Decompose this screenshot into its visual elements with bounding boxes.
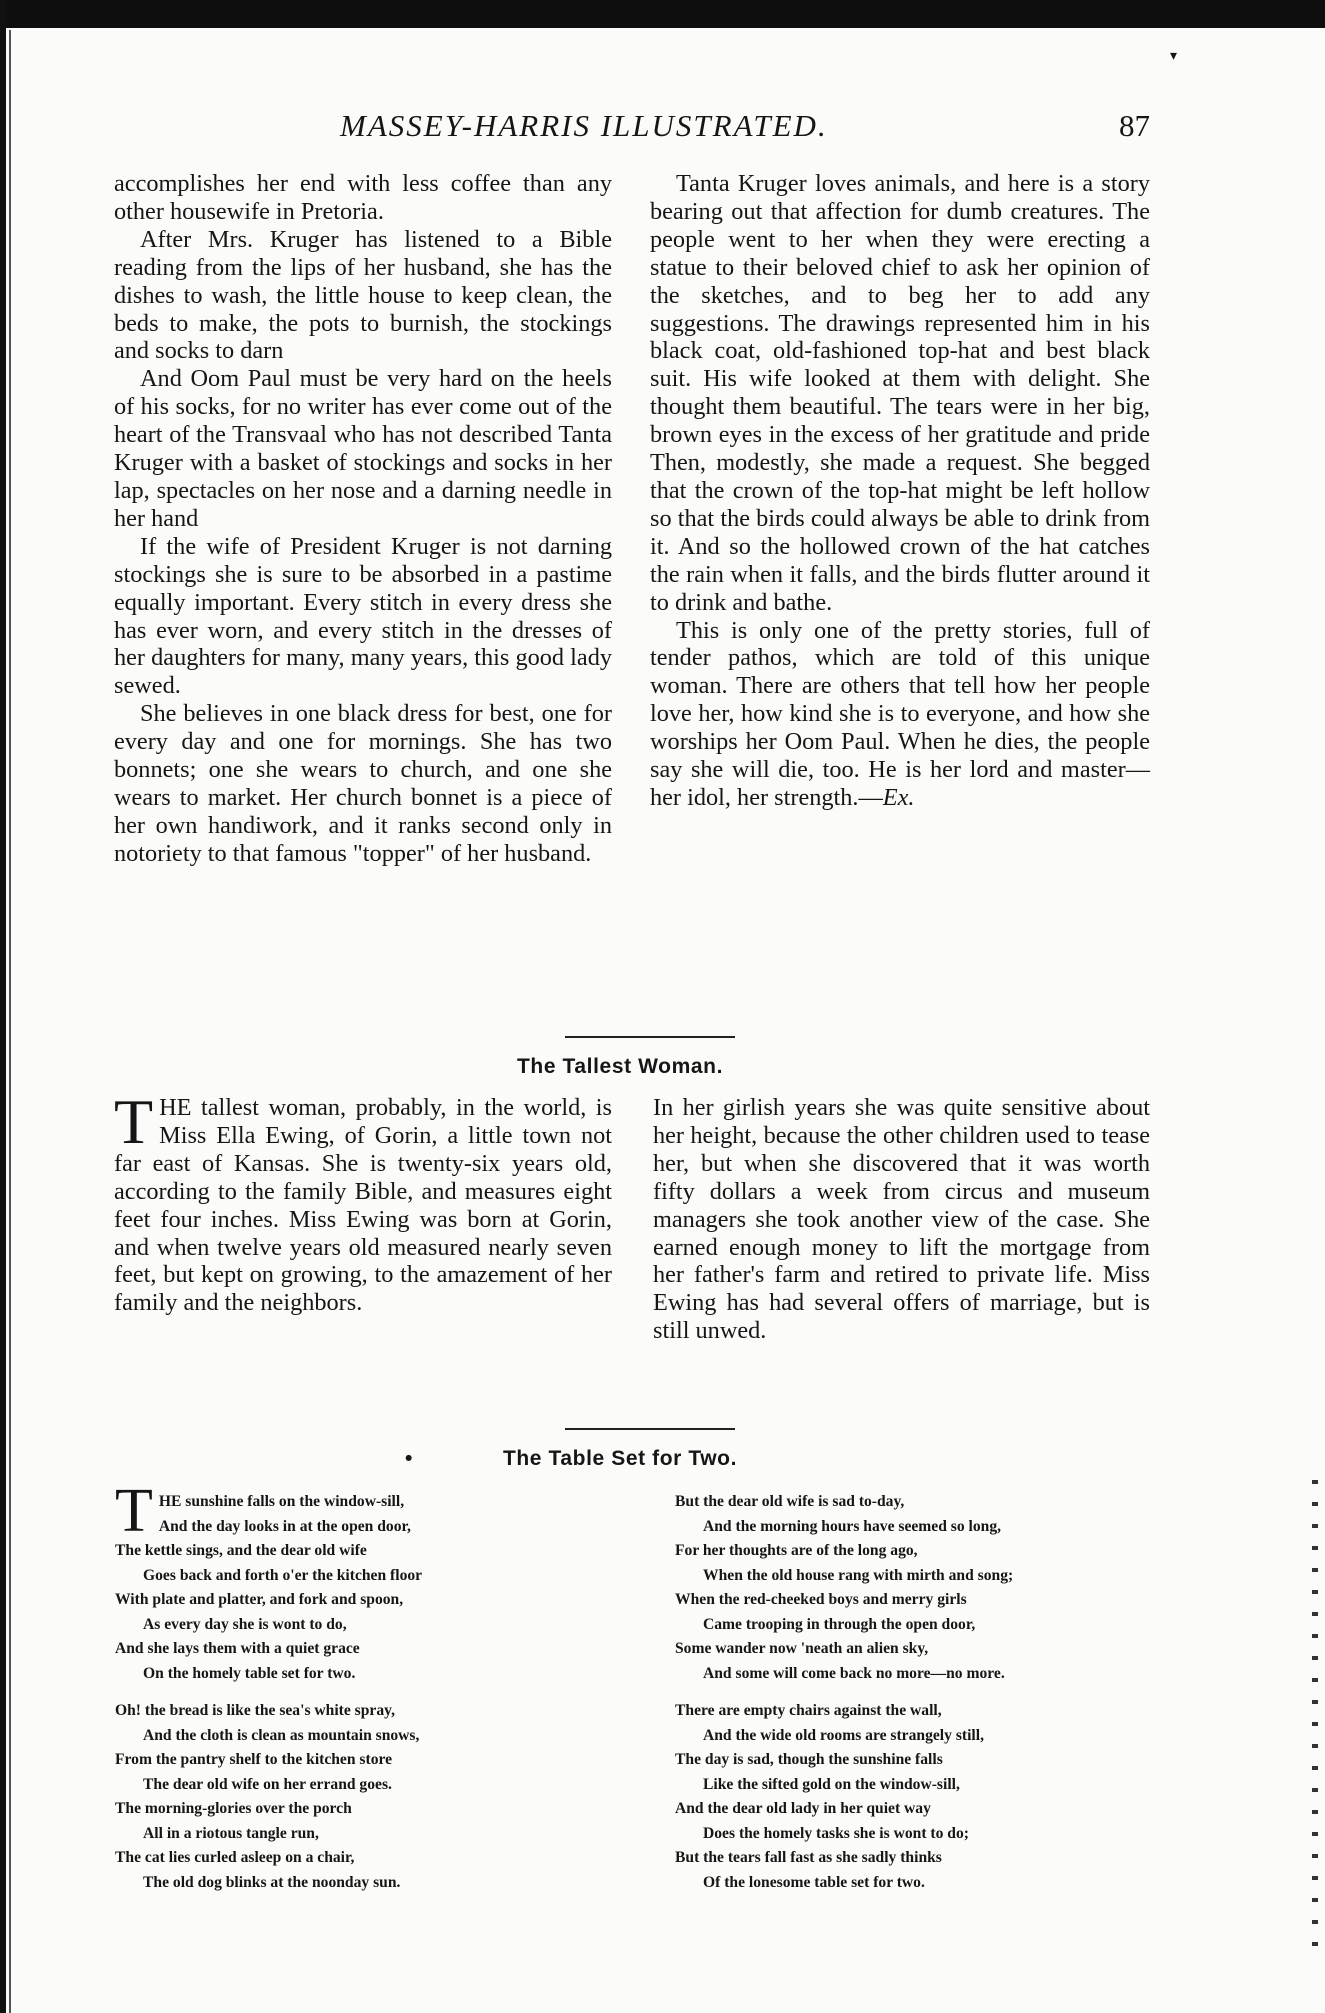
poem-line: Does the homely tasks she is wont to do; xyxy=(703,1824,969,1842)
poem-line: When the red-cheeked boys and merry girls xyxy=(675,1591,967,1608)
poem-line: Oh! the bread is like the sea's white spray, xyxy=(115,1702,395,1719)
poem-line: As every day she is wont to do, xyxy=(143,1615,347,1633)
stanza xyxy=(115,1699,615,1895)
article-title-tallest-woman: The Tallest Woman. xyxy=(516,1055,724,1078)
section-rule xyxy=(565,1036,735,1038)
paragraph: accomplishes her end with less coffee than any other housewife in Pretoria. xyxy=(114,170,612,225)
stanza xyxy=(675,1490,1155,1686)
page-right-marks xyxy=(1312,1480,1318,1960)
poem-line: When the old house rang with mirth and song; xyxy=(703,1566,1014,1584)
poem-line: And she lays them with a quiet grace xyxy=(115,1640,360,1657)
speck: ▾ xyxy=(1170,49,1178,64)
poem-line: With plate and platter, and fork and spoon, xyxy=(115,1591,404,1608)
poem-line: But the dear old wife is sad to-day, xyxy=(675,1493,905,1510)
paragraph-text: This is only one of the pretty stories, full of tender pathos, which are told of this unique woman. There are others that tell how her people love her, how kind she is to everyone, and how she worships her Oom Paul. When he dies, the people say she will die, too. He is her lord and master—her idol, her strength.— xyxy=(650,616,1150,811)
poem-line: All in a riotous tangle run, xyxy=(143,1824,319,1842)
poem-line: But the tears fall fast as she sadly thinks xyxy=(675,1849,942,1866)
article1-column-right xyxy=(650,170,1150,812)
poem-line: From the pantry shelf to the kitchen store xyxy=(115,1751,393,1768)
paragraph xyxy=(114,1086,612,1317)
poem-line: Goes back and forth o'er the kitchen floor xyxy=(143,1566,423,1584)
drop-cap: T xyxy=(114,1086,154,1157)
page-number: 87 xyxy=(1119,108,1150,143)
poem-line: Like the sifted gold on the window-sill, xyxy=(703,1775,960,1793)
poem-line: The kettle sings, and the dear old wife xyxy=(115,1542,367,1559)
paragraph xyxy=(650,617,1150,812)
poem-line: And the dear old lady in her quiet way xyxy=(675,1800,931,1817)
poem-title-text: The Table Set for Two. xyxy=(502,1447,738,1470)
article2-column-left xyxy=(114,1086,612,1317)
drop-cap: T xyxy=(115,1477,153,1545)
page-header xyxy=(90,108,1150,148)
poem-line: There are empty chairs against the wall, xyxy=(675,1702,942,1719)
stanza xyxy=(675,1699,1155,1895)
stanza xyxy=(115,1477,615,1686)
poem-column-right xyxy=(675,1490,1155,1908)
poem-line: For her thoughts are of the long ago, xyxy=(675,1542,918,1559)
article1-column-left xyxy=(114,170,612,868)
paragraph: She believes in one black dress for best, one for every day and one for mornings. She has two bonnets; one she wears to church, and one she wears to market. Her church bonnet is a piece of her own handiwork, and it ranks second only in notoriety to that famous "topper" of her husband. xyxy=(114,700,612,867)
page-left-edge-line xyxy=(9,30,11,2013)
poem-line: The dear old wife on her errand goes. xyxy=(143,1775,392,1793)
paragraph: After Mrs. Kruger has listened to a Bible reading from the lips of her husband, she has the dishes to wash, the little house to keep clean, the beds to make, the pots to burnish, the stockings and socks to darn xyxy=(114,225,612,365)
poem-line: And the morning hours have seemed so long, xyxy=(703,1517,1002,1535)
poem-line: The old dog blinks at the noonday sun. xyxy=(143,1873,401,1891)
poem-line: HE sunshine falls on the window-sill, xyxy=(158,1493,405,1510)
paragraph: Tanta Kruger loves animals, and here is a story bearing out that affection for dumb creatures. The people went to her when they were erecting a statue to their beloved chief to ask her opinion of the sketches, and to beg her to add any suggestions. The drawings represented him in his black coat, old-fashioned top-hat and best black suit. His wife looked at them with delight. She thought them beautiful. The tears were in her big, brown eyes in the excess of her gratitude and pride Then, modestly, she made a request. She begged that the crown of the top-hat might be left hollow so that the birds could always be able to drink from it. And so the hollowed crown of the hat catches the rain when it falls, and the birds flutter around it to drink and bathe. xyxy=(650,170,1150,616)
poem-line: And the day looks in at the open door, xyxy=(158,1517,411,1535)
poem-line: Of the lonesome table set for two. xyxy=(703,1873,925,1891)
poem-line: Some wander now 'neath an alien sky, xyxy=(675,1640,929,1657)
poem-line: Came trooping in through the open door, xyxy=(703,1615,976,1633)
poem-column-left xyxy=(115,1477,615,1908)
poem-line: The day is sad, though the sunshine falls xyxy=(675,1751,943,1768)
section-rule xyxy=(565,1428,735,1430)
poem-line: On the homely table set for two. xyxy=(143,1664,356,1682)
page-left-edge xyxy=(0,0,6,2013)
bullet: • xyxy=(405,1447,413,1470)
source-abbrev: Ex. xyxy=(882,783,915,811)
poem-title xyxy=(90,1447,1150,1471)
poem-line: The morning-glories over the porch xyxy=(115,1800,352,1817)
paragraph-text: HE tallest woman, probably, in the world, is Miss Ella Ewing, of Gorin, a little town not far east of Kansas. She is twenty-six years old, according to the family Bible, and measures eight feet four inches. Miss Ewing was born at Gorin, and when twelve years old measured nearly seven feet, but kept on growing, to the amazement of her family and the neighbors. xyxy=(114,1094,612,1317)
poem-line: And the wide old rooms are strangely still, xyxy=(703,1726,984,1744)
poem-line: The cat lies curled asleep on a chair, xyxy=(115,1849,355,1866)
article2-column-right xyxy=(653,1094,1150,1345)
page-edge-bar xyxy=(0,0,1325,28)
poem-line: And some will come back no more—no more. xyxy=(703,1664,1005,1682)
paragraph: And Oom Paul must be very hard on the heels of his socks, for no writer has ever come out of the heart of the Transvaal who has not described Tanta Kruger with a basket of stockings and socks in her lap, spectacles on her nose and a darning needle in her hand xyxy=(114,365,612,532)
paragraph: If the wife of President Kruger is not darning stockings she is sure to be absorbed in a pastime equally important. Every stitch in every dress she has ever worn, and every stitch in the dresses of her daughters for many, many years, this good lady sewed. xyxy=(114,532,612,700)
poem-line: And the cloth is clean as mountain snows, xyxy=(143,1726,420,1744)
paragraph: In her girlish years she was quite sensitive about her height, because the other children used to tease her, but when she discovered that it was worth fifty dollars a week from circus and museum managers she took another view of the case. She earned enough money to lift the mortgage from her father's farm and retired to private life. Miss Ewing has had several offers of marriage, but is still unwed. xyxy=(653,1094,1150,1345)
running-title: MASSEY-HARRIS ILLUSTRATED. xyxy=(340,108,828,143)
